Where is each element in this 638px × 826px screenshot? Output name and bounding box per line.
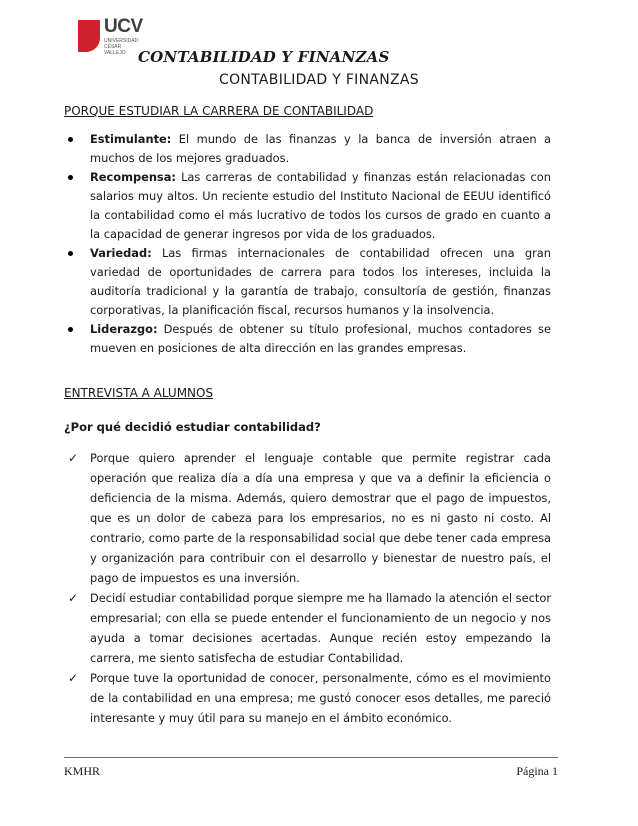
reason-text: Las carreras de contabilidad y finanzas están relacionadas con salarios muy altos. Un reciente estudio del Instituto Nacional de EEUU identificó la contabilidad como el más lucrativo de todos los cursos de grado en cuanto a la capacidad de generar ingresos por vida de los graduados. bbox=[90, 170, 551, 241]
page-number: Página 1 bbox=[516, 764, 558, 778]
bullet-icon bbox=[68, 251, 73, 256]
reason-term: Variedad: bbox=[90, 246, 152, 260]
reason-term: Recompensa: bbox=[90, 170, 176, 184]
answer-text: Porque quiero aprender el lenguaje contable que permite registrar cada operación que realiza día a día una empresa y que va a definir la eficiencia o deficiencia de la misma. Además, quiero demostrar que el pago de impuestos, que es un dolor de cabeza para los empresarios, no es ni gasto ni costo. Al contrario, como parte de la responsabilidad social que debe tener cada empresa y organización para contribuir con el desarrollo y bienestar de nuestro país, el pago de impuestos es una inversión. bbox=[90, 451, 551, 585]
logo-red-mark bbox=[78, 20, 100, 52]
checkmark-icon: ✓ bbox=[68, 451, 79, 465]
list-item bbox=[68, 448, 551, 588]
answers-list bbox=[68, 448, 552, 728]
reason-term: Estimulante: bbox=[90, 132, 172, 146]
bullet-icon bbox=[68, 175, 73, 180]
list-item bbox=[68, 668, 551, 728]
checkmark-icon: ✓ bbox=[68, 671, 79, 685]
document-title: CONTABILIDAD Y FINANZAS bbox=[219, 72, 419, 88]
reasons-list bbox=[90, 130, 551, 358]
checkmark-icon: ✓ bbox=[68, 591, 79, 605]
footer-author: KMHR bbox=[64, 764, 101, 778]
reason-text: Después de obtener su título profesional, muchos contadores se mueven en posiciones de alta dirección en las grandes empresas. bbox=[90, 322, 551, 355]
section-heading-interview: ENTREVISTA A ALUMNOS bbox=[64, 386, 214, 400]
reason-text: El mundo de las finanzas y la banca de inversión atraen a muchos de los mejores graduados. bbox=[90, 132, 551, 165]
list-item bbox=[90, 244, 551, 320]
logo-text: UCV bbox=[104, 16, 143, 37]
logo-subtitle: UNIVERSIDAD CÉSAR VALLEJO bbox=[104, 38, 139, 56]
reason-term: Liderazgo: bbox=[90, 322, 158, 336]
reason-text: Las firmas internacionales de contabilidad ofrecen una gran variedad de oportunidades de carrera para todos los intereses, incluida la auditoría tradicional y la garantía de trabajo, consultoría de gestión, finanzas corporativas, la planificación fiscal, recursos humanos y la insolvencia. bbox=[90, 246, 551, 317]
header-title: CONTABILIDAD Y FINANZAS bbox=[138, 48, 390, 66]
interview-question: ¿Por qué decidió estudiar contabilidad? bbox=[64, 420, 321, 434]
section-heading-why-study: PORQUE ESTUDIAR LA CARRERA DE CONTABILIDAD bbox=[64, 104, 374, 118]
answer-text: Decidí estudiar contabilidad porque siempre me ha llamado la atención el sector empresarial; con ella se puede entender el funcionamiento de un negocio y nos ayuda a tomar decisiones acertadas. Aunque recién estoy empezando la carrera, me siento satisfecha de estudiar Contabilidad. bbox=[90, 591, 552, 665]
footer-divider bbox=[64, 757, 558, 758]
list-item bbox=[90, 168, 551, 244]
list-item bbox=[90, 320, 551, 358]
bullet-icon bbox=[68, 327, 73, 332]
list-item bbox=[90, 130, 551, 168]
ucv-logo bbox=[78, 14, 143, 56]
answer-text: Porque tuve la oportunidad de conocer, personalmente, cómo es el movimiento de la contabilidad en una empresa; me gustó conocer esos detalles, me pareció interesante y muy útil para su manejo en el ámbito económico. bbox=[90, 671, 551, 725]
bullet-icon bbox=[68, 137, 73, 142]
list-item bbox=[68, 588, 552, 668]
